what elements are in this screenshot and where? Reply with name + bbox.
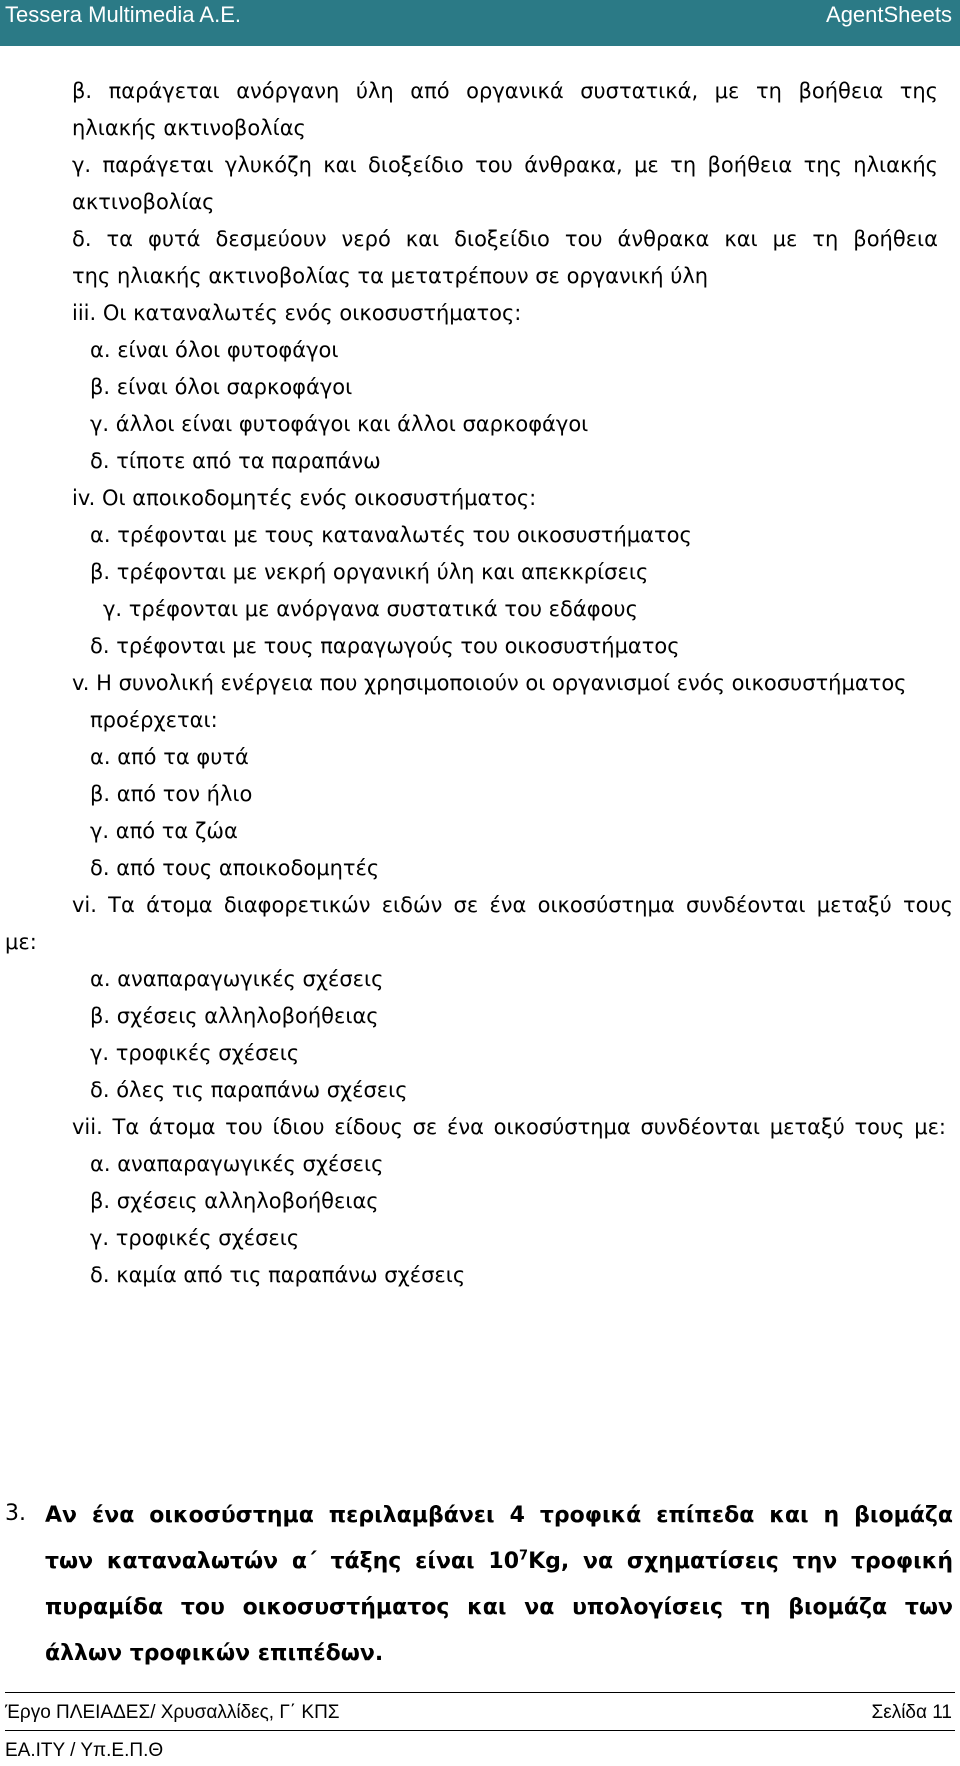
- option-line: δ. όλες τις παραπάνω σχέσεις: [90, 1078, 408, 1102]
- question3-line: των καταναλωτών α΄ τάξης είναι $10^7Kg$, να σχηματίσεις την τροφική: [45, 1548, 953, 1574]
- page-number: Σελίδα 11: [871, 1702, 952, 1723]
- page-header: [0, 0, 960, 46]
- option-line: β. σχέσεις αλληλοβοήθειας: [90, 1004, 379, 1028]
- option-line: της ηλιακής ακτινοβολίας τα μετατρέπουν σε οργανική ύλη: [72, 264, 709, 288]
- question-line: v. Η συνολική ενέργεια που χρησιμοποιούν οι οργανισμοί ενός οικοσυστήματος: [72, 671, 907, 695]
- option-line: γ. άλλοι είναι φυτοφάγοι και άλλοι σαρκοφάγοι: [90, 412, 589, 436]
- option-line: ακτινοβολίας: [72, 190, 215, 214]
- header-product: AgentSheets: [826, 2, 952, 27]
- option-line: γ. τροφικές σχέσεις: [90, 1226, 300, 1250]
- option-line: δ. καμία από τις παραπάνω σχέσεις: [90, 1263, 466, 1287]
- option-line: α. από τα φυτά: [90, 745, 249, 769]
- option-line: β. είναι όλοι σαρκοφάγοι: [90, 375, 353, 399]
- option-line: α. αναπαραγωγικές σχέσεις: [90, 967, 384, 991]
- option-line: δ. τίποτε από τα παραπάνω: [90, 449, 381, 473]
- option-line: β. σχέσεις αλληλοβοήθειας: [90, 1189, 379, 1213]
- option-line: ηλιακής ακτινοβολίας: [72, 116, 306, 140]
- option-line: β. τρέφονται με νεκρή οργανική ύλη και απεκκρίσεις: [90, 560, 649, 584]
- question-line: iv. Οι αποικοδομητές ενός οικοσυστήματος:: [72, 486, 537, 510]
- question3-line: Αν ένα οικοσύστημα περιλαμβάνει 4 τροφικά επίπεδα και η βιομάζα: [45, 1503, 953, 1528]
- option-line: δ. από τους αποικοδομητές: [90, 856, 380, 880]
- footer-divider: [5, 1730, 955, 1731]
- question-line: με:: [5, 930, 37, 954]
- option-line: γ. τροφικές σχέσεις: [90, 1041, 300, 1065]
- option-line: β. παράγεται ανόργανη ύλη από οργανικά συστατικά, με τη βοήθεια της: [72, 79, 938, 103]
- option-line: γ. τρέφονται με ανόργανα συστατικά του εδάφους: [103, 597, 638, 621]
- question-number: 3.: [5, 1501, 26, 1526]
- option-line: α. τρέφονται με τους καταναλωτές του οικοσυστήματος: [90, 523, 692, 547]
- question-line: προέρχεται:: [90, 708, 218, 732]
- question3-line: άλλων τροφικών επιπέδων.: [45, 1641, 384, 1666]
- question-line: iii. Οι καταναλωτές ενός οικοσυστήματος:: [72, 301, 522, 325]
- option-line: δ. τα φυτά δεσμεύουν νερό και διοξείδιο του άνθρακα και με τη βοήθεια: [72, 227, 938, 251]
- option-line: α. αναπαραγωγικές σχέσεις: [90, 1152, 384, 1176]
- publisher-label: ΕΑ.ΙΤΥ / Υπ.Ε.Π.Θ: [5, 1740, 164, 1761]
- footer-divider: [5, 1692, 955, 1693]
- option-line: γ. από τα ζώα: [90, 819, 238, 843]
- option-line: δ. τρέφονται με τους παραγωγούς του οικοσυστήματος: [90, 634, 680, 658]
- question-line: vii. Τα άτομα του ίδιου είδους σε ένα οικοσύστημα συνδέονται μεταξύ τους με:: [72, 1115, 946, 1139]
- header-company: Tessera Multimedia A.E.: [5, 2, 241, 27]
- option-line: γ. παράγεται γλυκόζη και διοξείδιο του άνθρακα, με τη βοήθεια της ηλιακής: [72, 153, 938, 177]
- option-line: α. είναι όλοι φυτοφάγοι: [90, 338, 339, 362]
- option-line: β. από τον ήλιο: [90, 782, 253, 806]
- exponent: 7: [519, 1548, 529, 1564]
- footer-project: Έργο ΠΛΕΙΑΔΕΣ/ Χρυσαλλίδες, Γ΄ ΚΠΣ: [5, 1702, 340, 1723]
- question3-line: πυραμίδα του οικοσυστήματος και να υπολογίσεις τη βιομάζα των: [45, 1595, 953, 1620]
- question-line: vi. Τα άτομα διαφορετικών ειδών σε ένα οικοσύστημα συνδέονται μεταξύ τους: [72, 893, 953, 917]
